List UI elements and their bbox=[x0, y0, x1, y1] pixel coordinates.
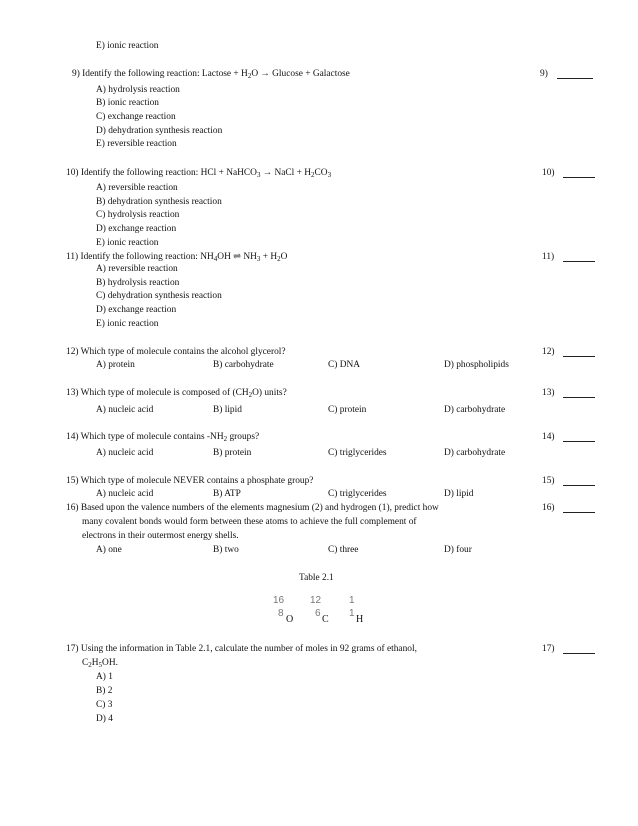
q12-answer-label: 12) bbox=[542, 347, 555, 357]
q16-option-b[interactable]: B) two bbox=[213, 545, 239, 555]
q16-stem-line-3: electrons in their outermost energy shells. bbox=[82, 531, 239, 541]
q15-option-d[interactable]: D) lipid bbox=[444, 489, 474, 499]
q9-option-c[interactable]: C) exchange reaction bbox=[96, 112, 176, 122]
q12-answer-blank[interactable] bbox=[563, 348, 595, 357]
q12-option-d[interactable]: D) phospholipids bbox=[444, 360, 509, 370]
q10-option-d[interactable]: D) exchange reaction bbox=[96, 224, 177, 234]
table-caption: Table 2.1 bbox=[299, 573, 334, 583]
q14-answer-blank[interactable] bbox=[563, 433, 595, 442]
q13-option-b[interactable]: B) lipid bbox=[213, 405, 242, 415]
q17-stem-line-2: $C_2H_5OH$. bbox=[82, 658, 118, 669]
q15-answer-blank[interactable] bbox=[563, 477, 595, 486]
q10-option-b[interactable]: B) dehydration synthesis reaction bbox=[96, 197, 222, 207]
q15-answer-label: 15) bbox=[542, 476, 555, 486]
carbon-atomic-number: 6 bbox=[315, 608, 321, 619]
q9-option-a[interactable]: A) hydrolysis reaction bbox=[96, 85, 180, 95]
hydrogen-symbol: H bbox=[356, 614, 364, 625]
q13-option-c[interactable]: C) protein bbox=[328, 405, 367, 415]
q11-option-b[interactable]: B) hydrolysis reaction bbox=[96, 278, 180, 288]
oxygen-symbol: O bbox=[286, 614, 294, 625]
q16-option-c[interactable]: C) three bbox=[328, 545, 359, 555]
q17-option-a[interactable]: A) 1 bbox=[96, 672, 113, 682]
q11-stem: 11) Identify the following reaction: $NH_4OH$ ⇌ $NH_3 + H_2O$ bbox=[66, 252, 288, 263]
q9-stem: 9) Identify the following reaction: Lactose + $H_2O \to Glucose$ + Galactose bbox=[72, 69, 350, 80]
q8-option-e: E) ionic reaction bbox=[96, 41, 159, 51]
q10-option-c[interactable]: C) hydrolysis reaction bbox=[96, 210, 180, 220]
q12-option-b[interactable]: B) carbohydrate bbox=[213, 360, 274, 370]
q13-option-a[interactable]: A) nucleic acid bbox=[96, 405, 154, 415]
q14-answer-label: 14) bbox=[542, 432, 555, 442]
q9-option-b[interactable]: B) ionic reaction bbox=[96, 98, 159, 108]
carbon-mass-number: 12 bbox=[310, 595, 322, 606]
q9-option-d[interactable]: D) dehydration synthesis reaction bbox=[96, 126, 223, 136]
q16-option-d[interactable]: D) four bbox=[444, 545, 472, 555]
q12-stem: 12) Which type of molecule contains the alcohol glycerol? bbox=[66, 347, 286, 357]
q16-answer-label: 16) bbox=[542, 503, 555, 513]
q9-answer-blank[interactable] bbox=[557, 70, 593, 79]
q11-option-e[interactable]: E) ionic reaction bbox=[96, 319, 159, 329]
q17-option-d[interactable]: D) 4 bbox=[96, 714, 113, 724]
q9-answer-label: 9) bbox=[540, 69, 548, 79]
hydrogen-mass-number: 1 bbox=[349, 595, 355, 606]
oxygen-atomic-number: 8 bbox=[278, 608, 284, 619]
q10-option-a[interactable]: A) reversible reaction bbox=[96, 183, 178, 193]
q11-answer-label: 11) bbox=[542, 252, 555, 262]
q16-answer-blank[interactable] bbox=[563, 504, 595, 513]
q13-answer-blank[interactable] bbox=[563, 389, 595, 398]
q14-option-a[interactable]: A) nucleic acid bbox=[96, 448, 154, 458]
q11-option-a[interactable]: A) reversible reaction bbox=[96, 264, 178, 274]
q13-option-d[interactable]: D) carbohydrate bbox=[444, 405, 506, 415]
q11-option-d[interactable]: D) exchange reaction bbox=[96, 305, 177, 315]
q11-answer-blank[interactable] bbox=[563, 253, 595, 262]
q12-option-a[interactable]: A) protein bbox=[96, 360, 135, 370]
q14-option-c[interactable]: C) triglycerides bbox=[328, 448, 387, 458]
q10-option-e[interactable]: E) ionic reaction bbox=[96, 238, 159, 248]
q10-answer-label: 10) bbox=[542, 168, 555, 178]
q17-answer-label: 17) bbox=[542, 644, 555, 654]
q13-stem: 13) Which type of molecule is composed of $(CH_2O)$ units? bbox=[66, 388, 287, 399]
q15-stem: 15) Which type of molecule NEVER contains a phosphate group? bbox=[66, 476, 314, 486]
q16-stem-line-2: many covalent bonds would form between these atoms to achieve the full complement of bbox=[82, 517, 417, 527]
q10-answer-blank[interactable] bbox=[563, 169, 595, 178]
q15-option-a[interactable]: A) nucleic acid bbox=[96, 489, 154, 499]
q12-option-c[interactable]: C) DNA bbox=[328, 360, 361, 370]
q14-option-d[interactable]: D) carbohydrate bbox=[444, 448, 506, 458]
q16-stem-line-1: 16) Based upon the valence numbers of the elements magnesium (2) and hydrogen (1), predict how bbox=[66, 503, 439, 513]
q10-stem: 10) Identify the following reaction: HCl + NaHCO$_3$ → NaCl + $H_2CO_3$ bbox=[66, 168, 332, 179]
q16-option-a[interactable]: A) one bbox=[96, 545, 122, 555]
q11-option-c[interactable]: C) dehydration synthesis reaction bbox=[96, 291, 222, 301]
q14-stem: 14) Which type of molecule contains $-NH_2$ groups? bbox=[66, 432, 260, 443]
hydrogen-atomic-number: 1 bbox=[349, 608, 355, 619]
q13-answer-label: 13) bbox=[542, 388, 555, 398]
q17-option-c[interactable]: C) 3 bbox=[96, 700, 113, 710]
q17-answer-blank[interactable] bbox=[563, 645, 595, 654]
carbon-symbol: C bbox=[322, 614, 329, 625]
q9-option-e[interactable]: E) reversible reaction bbox=[96, 139, 177, 149]
q14-option-b[interactable]: B) protein bbox=[213, 448, 252, 458]
q15-option-c[interactable]: C) triglycerides bbox=[328, 489, 387, 499]
oxygen-mass-number: 16 bbox=[273, 595, 285, 606]
q15-option-b[interactable]: B) ATP bbox=[213, 489, 241, 499]
q17-stem-line-1: 17) Using the information in Table 2.1, calculate the number of moles in 92 grams of ethanol, bbox=[66, 644, 417, 654]
q17-option-b[interactable]: B) 2 bbox=[96, 686, 113, 696]
